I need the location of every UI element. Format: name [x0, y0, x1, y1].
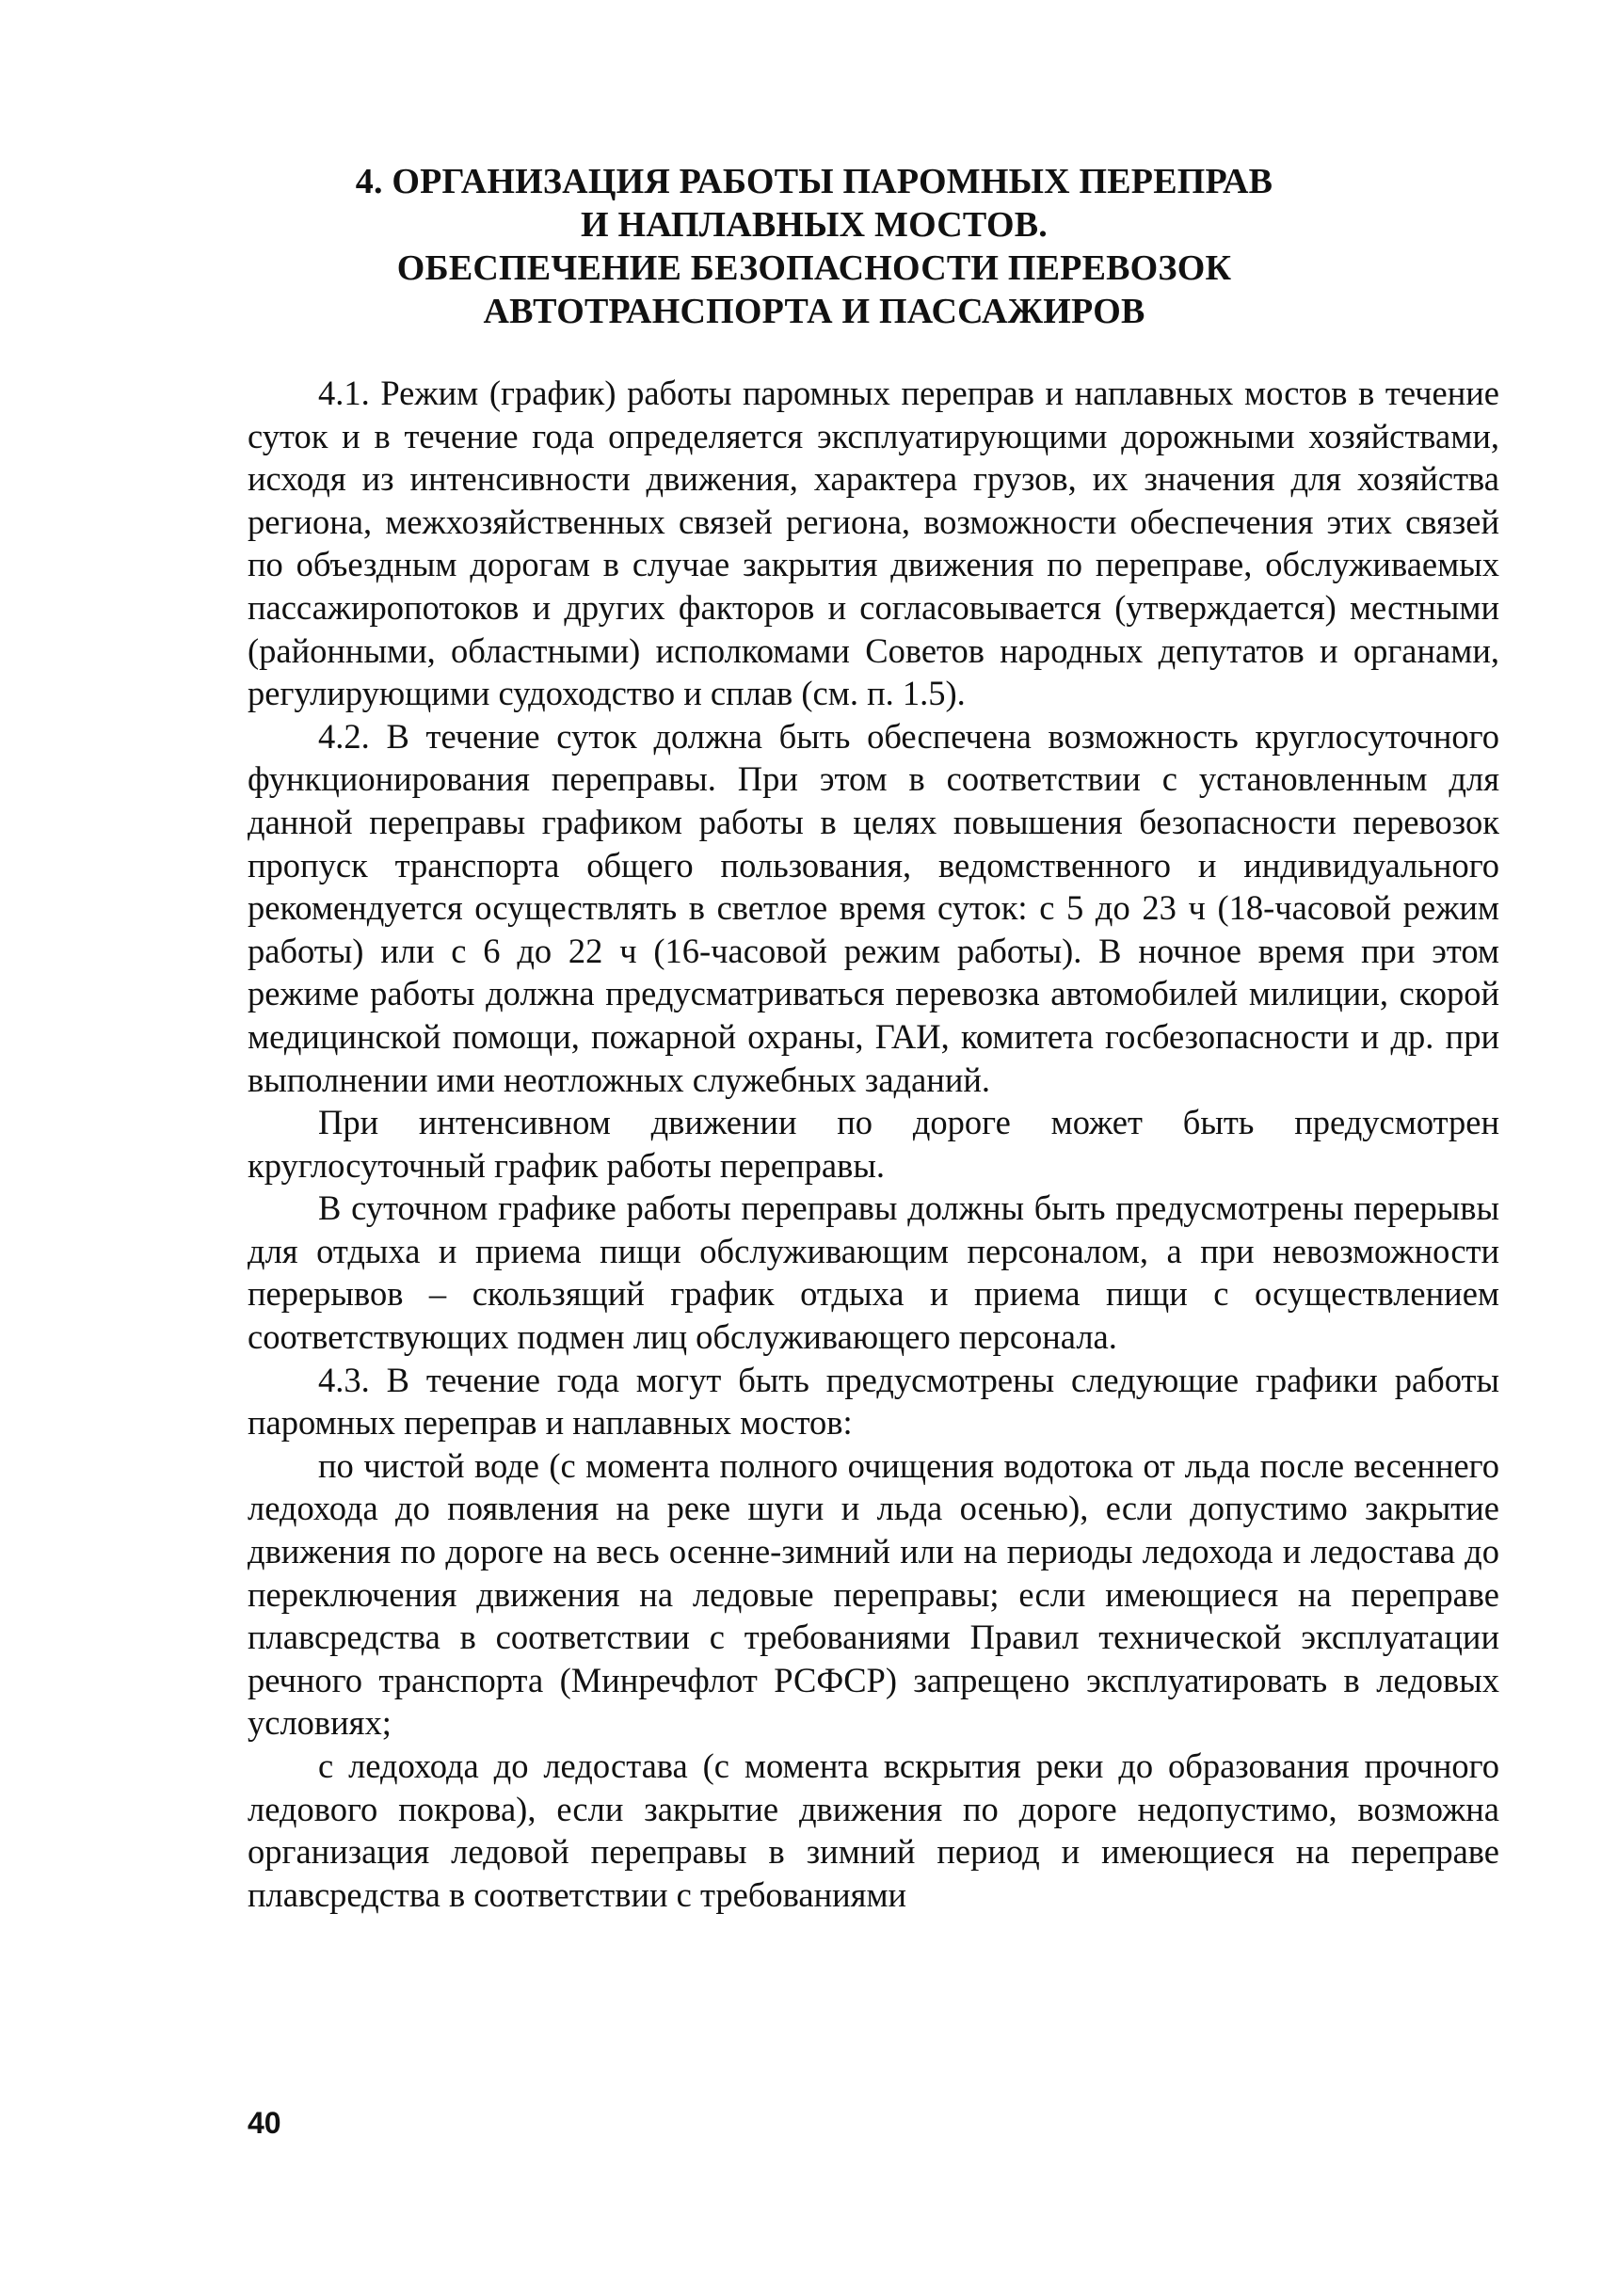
paragraph-breaks-schedule: В суточном графике работы переправы должны быть предусмотрены перерывы для отдыха и приема пищи обслуживающим персоналом, а при невозможности перерывов – скользящий график отдыха и приема пищи с осуществлением соответствующих подмен лиц обслуживающего персонала.	[248, 1188, 1499, 1357]
heading-line: АВТОТРАНСПОРТА И ПАССАЖИРОВ	[483, 292, 1145, 331]
paragraph-clear-water: по чистой воде (с момента полного очищения водотока от льда после весеннего ледохода до появления на реке шуги и льда осенью), если допустимо закрытие движения по дороге на весь осенне-зимний или на периоды ледохода и ледостава до переключения движения на ледовые переправы; если имеющиеся на переправе плавсредства в соответствии с требованиями Правил технической эксплуатации речного транспорта (Минречфлот РСФСР) запрещено эксплуатировать в ледовых условиях;	[248, 1445, 1499, 1743]
heading-line: И НАПЛАВНЫХ МОСТОВ.	[581, 205, 1048, 245]
paragraph-ice-drift: с ледохода до ледостава (с момента вскрытия реки до образования прочного ледового покрова), если закрытие движения по дороге недопустимо, возможна организация ледовой переправы в зимний период и имеющиеся на переправе плавсредства в соответствии с требованиями	[248, 1746, 1499, 1914]
paragraph-round-the-clock: При интенсивном движении по дороге может быть предусмотрен круглосуточный график работы переправы.	[248, 1103, 1499, 1185]
paragraph-4-1: 4.1. Режим (график) работы паромных переправ и наплавных мостов в течение суток и в течение года определяется эксплуатирующими дорожными хозяйствами, исходя из интенсивности движения, характера грузов, их значения для хозяйства региона, межхозяйственных связей региона, возможности обеспечения этих связей по объездным дорогам в случае закрытия движения по переправе, обслуживаемых пассажиропотоков и других факторов и согласовывается (утверждается) местными (районными, областными) исполкомами Советов народных депутатов и органами, регулирующими судоходство и сплав (см. п. 1.5).	[248, 374, 1499, 713]
page-number: 40	[248, 2106, 281, 2140]
heading-line: ОБЕСПЕЧЕНИЕ БЕЗОПАСНОСТИ ПЕРЕВОЗОК	[396, 248, 1232, 288]
section-body	[248, 372, 1499, 1916]
section-heading	[282, 160, 1346, 333]
paragraph-4-2: 4.2. В течение суток должна быть обеспечена возможность круглосуточного функционирования переправы. При этом в соответствии с установленным для данной переправы графиком работы в целях повышения безопасности перевозок пропуск транспорта общего пользования, ведомственного и индивидуального рекомендуется осуществлять в светлое время суток: с 5 до 23 ч (18-часовой режим работы) или с 6 до 22 ч (16-часовой режим работы). В ночное время при этом режиме работы должна предусматриваться перевозка автомобилей милиции, скорой медицинской помощи, пожарной охраны, ГАИ, комитета госбезопасности и др. при выполнении ими неотложных служебных заданий.	[248, 716, 1499, 1099]
paragraph-4-3: 4.3. В течение года могут быть предусмотрены следующие графики работы паромных переправ и наплавных мостов:	[248, 1360, 1499, 1443]
heading-line: 4. ОРГАНИЗАЦИЯ РАБОТЫ ПАРОМНЫХ ПЕРЕПРАВ	[355, 162, 1273, 201]
